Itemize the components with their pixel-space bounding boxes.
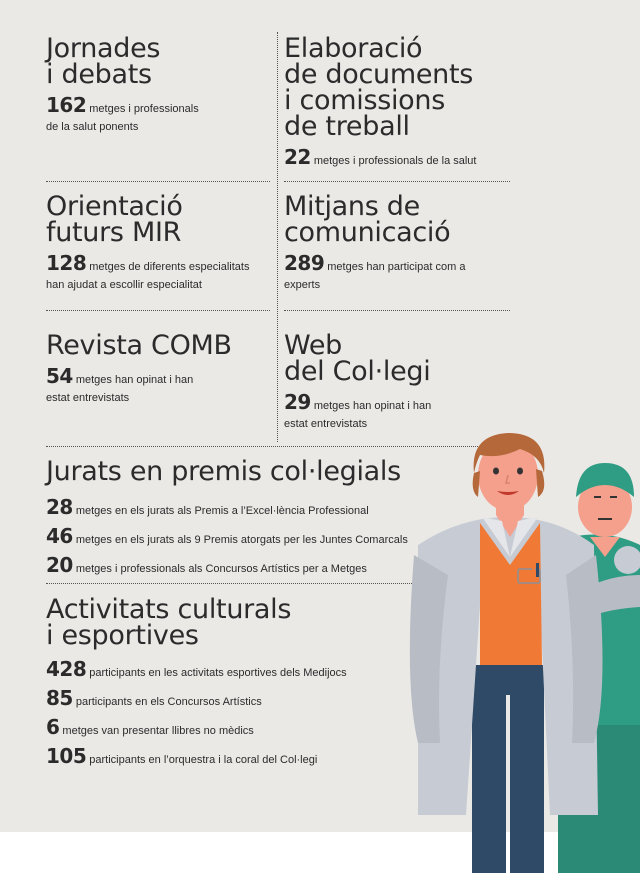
stat-text: participants en l’orquestra i la coral del Col·legi (89, 754, 318, 766)
section-title (284, 330, 484, 387)
stat-number: 29 (284, 390, 311, 414)
column-divider (277, 32, 278, 442)
stat-row (46, 657, 406, 686)
stat-number: 54 (46, 364, 73, 388)
section-title (284, 191, 514, 248)
title-line: Revista COMB (46, 330, 232, 361)
stat-text: estat entrevistats (46, 392, 130, 404)
section-title (46, 594, 406, 651)
title-line: i esportives (46, 620, 199, 651)
section-title (46, 191, 274, 248)
stat-text: metges i professionals de la salut (313, 155, 477, 167)
stat-number: 85 (46, 686, 73, 710)
stat-number: 20 (46, 553, 73, 577)
stat-number: 428 (46, 657, 87, 681)
title-line: Mitjans de (284, 191, 420, 222)
stat-text: metges i professionals (89, 103, 199, 115)
section-revista (46, 330, 274, 407)
section-web (284, 330, 484, 433)
stat-text: experts (284, 279, 321, 291)
row-divider-1 (46, 181, 270, 182)
title-line: futurs MIR (46, 217, 182, 248)
stat-number: 128 (46, 251, 87, 275)
stat-text: participants en els Concursos Artístics (75, 696, 262, 708)
title-line: Jornades (46, 33, 161, 64)
stat-text: estat entrevistats (284, 418, 368, 430)
title-line: i debats (46, 59, 152, 90)
stat-text: metges van presentar llibres no mèdics (62, 725, 254, 737)
stat (46, 93, 271, 136)
title-line: comunicació (284, 217, 451, 248)
stat-text: metges han opinat i han (75, 374, 194, 386)
title-line: Orientació (46, 191, 183, 222)
stat-number: 162 (46, 93, 87, 117)
title-line: del Col·legi (284, 356, 431, 387)
stat-row (46, 744, 406, 773)
stat (46, 251, 274, 294)
section-activitats (46, 594, 406, 773)
stat (284, 145, 524, 170)
stat-number: 6 (46, 715, 60, 739)
title-line: Activitats culturals (46, 594, 292, 625)
stat-text: de la salut ponents (46, 121, 139, 133)
stat (46, 364, 274, 407)
stat-text: han ajudat a escollir especialitat (46, 279, 202, 291)
stat-row (46, 686, 406, 715)
stat-number: 46 (46, 524, 73, 548)
stat-text: metges han opinat i han (313, 400, 432, 412)
row-divider-2 (46, 310, 270, 311)
doctor-figure (410, 433, 603, 873)
stat-number: 22 (284, 145, 311, 169)
stat-text: metges de diferents especialitats (89, 261, 250, 273)
stat-text: participants en les activitats esportives dels Medijocs (89, 667, 347, 679)
stat-number: 105 (46, 744, 87, 768)
row-divider-4 (46, 583, 414, 584)
stat (284, 251, 514, 294)
section-title (46, 330, 274, 361)
section-elaboracio (284, 33, 524, 170)
section-jornades (46, 33, 271, 136)
section-title (46, 33, 271, 90)
stat-text: metges en els jurats als 9 Premis atorgats per les Juntes Comarcals (75, 534, 408, 546)
title-line: i comissions (284, 85, 445, 116)
title-line: Web (284, 330, 342, 361)
section-title: Jurats en premis col·legials (46, 456, 401, 487)
doctors-illustration (400, 425, 640, 873)
stat-list (46, 657, 406, 773)
title-line: de treball (284, 111, 410, 142)
title-line: de documents (284, 59, 474, 90)
row-divider-2b (284, 310, 510, 311)
stat-number: 289 (284, 251, 325, 275)
section-title (284, 33, 524, 142)
stat-text: metges han participat com a (327, 261, 466, 273)
section-orientacio (46, 191, 274, 294)
stat-number: 28 (46, 495, 73, 519)
title-line: Elaboració (284, 33, 423, 64)
section-mitjans (284, 191, 514, 294)
stat-row (46, 715, 406, 744)
stat-text: metges i professionals als Concursos Artístics per a Metges (75, 563, 367, 575)
row-divider-1b (284, 181, 510, 182)
stat-text: metges en els jurats als Premis a l’Excel·lència Professional (75, 505, 369, 517)
